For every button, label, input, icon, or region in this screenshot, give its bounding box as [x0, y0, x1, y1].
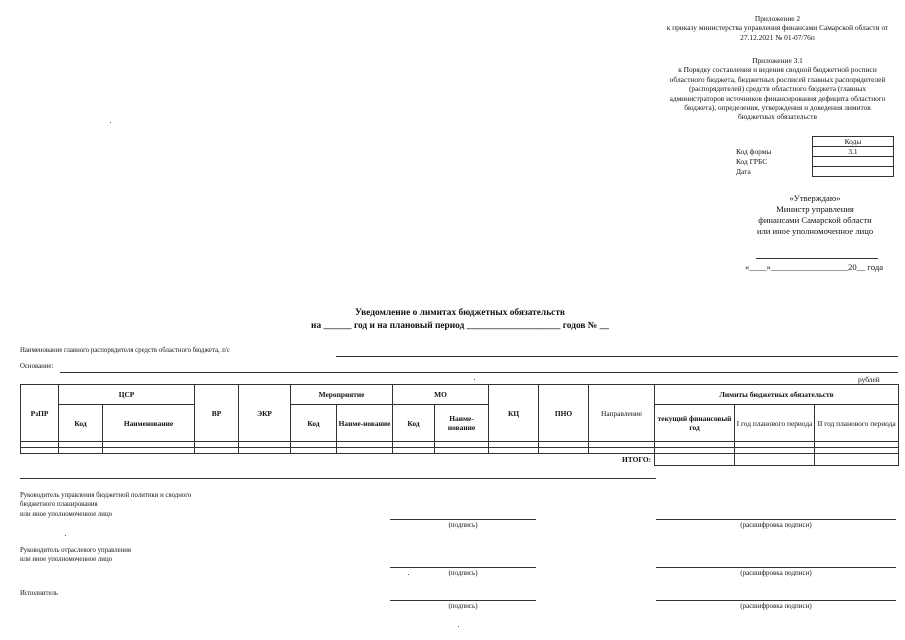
scan-speck	[65, 535, 66, 536]
date-value	[813, 167, 894, 177]
decode-caption: (расшифровка подписи)	[740, 602, 812, 610]
total-row	[21, 454, 899, 466]
signature-head-branch	[20, 546, 131, 565]
col-pno: ПНО	[539, 385, 589, 442]
form-code-value: 3.1	[813, 147, 894, 157]
signer-title-line: бюджетного планирования	[20, 501, 98, 509]
basis-label: Основание:	[20, 363, 54, 370]
document-title: Уведомление о лимитах бюджетных обязательств	[355, 308, 565, 318]
signature-line[interactable]	[390, 519, 536, 520]
signature-caption: (подпись)	[448, 602, 478, 610]
signer-title-line: Руководитель отраслевого управления	[20, 547, 132, 554]
approval-text-line: Министр управления	[776, 204, 854, 214]
document-subtitle: на ______ год и на плановый период ____________________ годов № __	[311, 321, 609, 331]
appendix-2-title: Приложение 2	[754, 14, 801, 23]
col-rzpr: РзПР	[21, 385, 59, 442]
appendix-3-1-text-line: областного бюджета, бюджетных росписей главных распорядителей	[669, 74, 886, 84]
signature-line[interactable]	[390, 567, 536, 568]
approval-text-line: или иное уполномоченное лицо	[756, 226, 874, 236]
total-plan-year-1[interactable]	[735, 454, 815, 466]
col-vr: ВР	[195, 385, 239, 442]
grbs-name-field-line[interactable]	[336, 356, 898, 357]
decode-line[interactable]	[656, 600, 896, 601]
col-current-year: текущий финансовый год	[655, 405, 735, 442]
grbs-code-label: Код ГРБС	[736, 157, 768, 166]
scan-speck	[408, 574, 409, 575]
scan-speck	[110, 122, 111, 123]
col-plan-year-1: I год планового периода	[735, 405, 815, 442]
appendix-3-1-text-line: администраторов источников финансирования дефицита областного	[669, 93, 886, 103]
col-csr-code: Код	[59, 405, 103, 442]
appendix-3-1-text-line: к Порядку составления и ведения сводной бюджетной росписи	[678, 65, 877, 75]
col-ekr: ЭКР	[239, 385, 291, 442]
appendix-2-block	[655, 14, 900, 42]
total-label: ИТОГО:	[21, 454, 655, 466]
signer-title-line: Руководитель управления бюджетной политики и сводного	[20, 492, 192, 499]
appendix-3-1-text-line: бюджетных обязательств	[738, 112, 817, 122]
col-mo-code: Код	[393, 405, 435, 442]
signature-head-policy	[20, 491, 191, 519]
signature-caption: (подпись)	[448, 521, 478, 529]
approval-heading: «Утверждаю»	[789, 193, 841, 203]
signer-title-line: или иное уполномоченное лицо	[20, 510, 112, 518]
codes-table	[736, 136, 894, 177]
col-event-name: Наиме-нование	[337, 405, 393, 442]
form-code-label: Код формы	[736, 147, 772, 156]
scan-speck	[474, 379, 475, 380]
signature-caption: (подпись)	[448, 569, 478, 577]
approval-block	[720, 193, 905, 237]
col-kc: КЦ	[489, 385, 539, 442]
decode-line[interactable]	[656, 519, 896, 520]
appendix-3-1-title: Приложение 3.1	[752, 56, 803, 65]
date-label: Дата	[736, 167, 751, 176]
col-mo: МО	[393, 385, 489, 405]
table-bottom-line	[20, 478, 656, 479]
col-limits: Лимиты бюджетных обязательств	[655, 385, 899, 405]
basis-field-line[interactable]	[60, 372, 898, 373]
approval-date-line: «____»__________________20__ года	[745, 262, 884, 272]
decode-caption: (расшифровка подписи)	[740, 521, 812, 529]
col-csr-name: Наименование	[103, 405, 195, 442]
grbs-code-value	[813, 157, 894, 167]
approval-text-line: финансами Самарской области	[758, 215, 872, 225]
col-mo-name: Наиме-нование	[435, 405, 489, 442]
signer-title-line: или иное уполномоченное лицо	[20, 556, 112, 564]
grbs-name-label: Наименование главного распорядителя средств областного бюджета, л/с	[20, 347, 230, 354]
appendix-3-1-block	[655, 56, 900, 122]
limits-table	[20, 384, 899, 466]
appendix-2-order: к приказу министерства управления финансами Самарской области от	[666, 23, 889, 33]
signature-executor: Исполнитель	[20, 590, 59, 597]
col-event: Мероприятие	[291, 385, 393, 405]
signature-line[interactable]	[390, 600, 536, 601]
col-plan-year-2: II год планового периода	[815, 405, 899, 442]
decode-line[interactable]	[656, 567, 896, 568]
col-event-code: Код	[291, 405, 337, 442]
codes-header: Коды	[813, 137, 894, 147]
approval-signature-line	[756, 258, 878, 259]
scan-speck	[458, 626, 459, 627]
total-current-year[interactable]	[655, 454, 735, 466]
decode-caption: (расшифровка подписи)	[740, 569, 812, 577]
col-csr: ЦСР	[59, 385, 195, 405]
appendix-3-1-text-line: (распорядителей) средств областного бюджета (главных	[688, 84, 867, 94]
appendix-2-order-date: 27.12.2021 № 01-07/76п	[740, 32, 815, 42]
total-plan-year-2[interactable]	[815, 454, 899, 466]
col-direction: Направление	[589, 385, 655, 442]
appendix-3-1-text-line: бюджета), определения, утверждения и доведения лимитов	[684, 103, 871, 113]
currency-unit: рублей	[858, 375, 880, 384]
